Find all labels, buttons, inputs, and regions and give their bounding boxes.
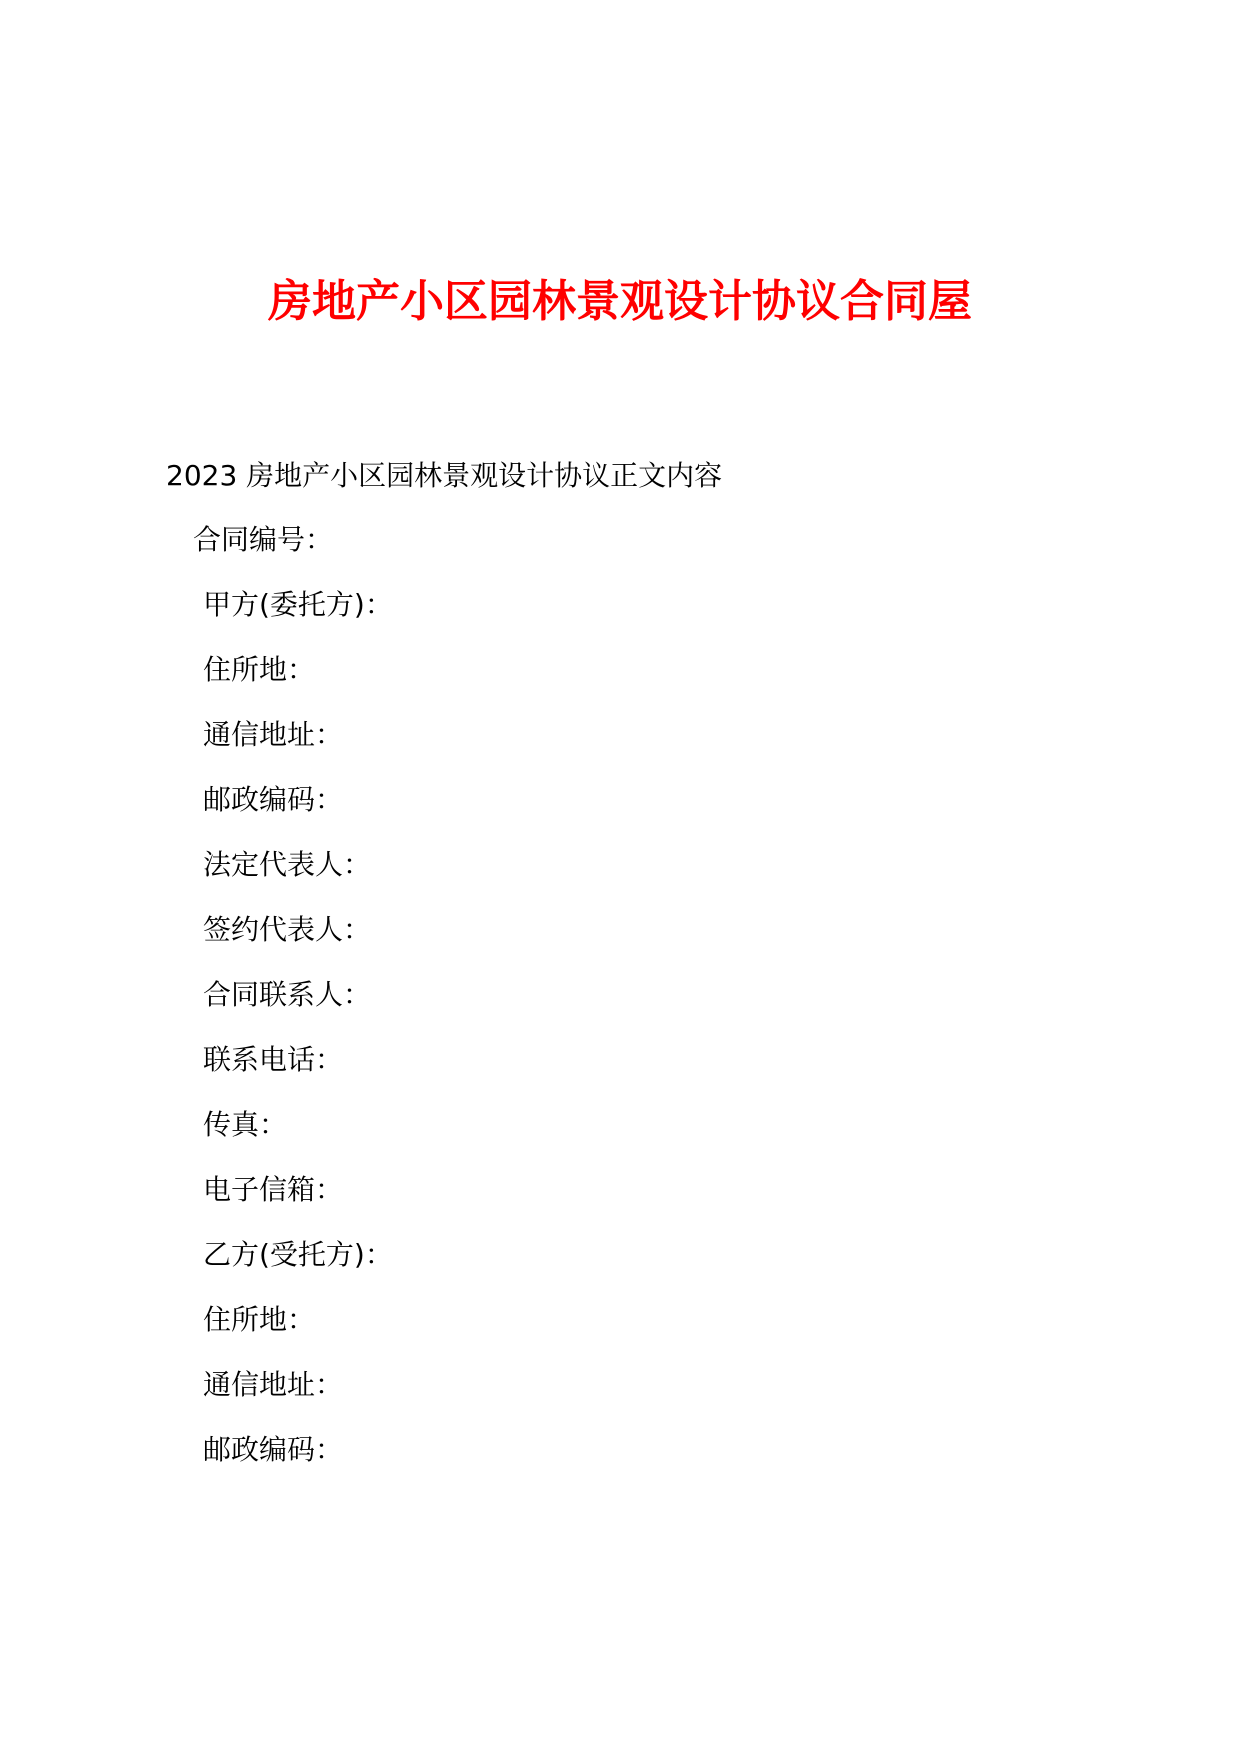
field-party-b-mailing-address: 通信地址： xyxy=(203,1368,344,1401)
document-title: 房地产小区园林景观设计协议合同屋 xyxy=(268,276,972,327)
field-fax: 传真： xyxy=(203,1108,288,1141)
field-legal-representative: 法定代表人： xyxy=(203,848,372,881)
field-signing-representative: 签约代表人： xyxy=(203,913,372,946)
field-party-a-mailing-address: 通信地址： xyxy=(203,718,344,751)
field-party-b: 乙方(受托方)： xyxy=(203,1238,393,1271)
field-party-a-postal-code: 邮政编码： xyxy=(203,783,344,816)
field-contact-phone: 联系电话： xyxy=(203,1043,344,1076)
field-email: 电子信箱： xyxy=(203,1173,344,1206)
document-subtitle: 2023 房地产小区园林景观设计协议正文内容 xyxy=(166,459,723,492)
field-contract-contact: 合同联系人： xyxy=(203,978,372,1011)
field-party-b-postal-code: 邮政编码： xyxy=(203,1433,344,1466)
field-party-a-domicile: 住所地： xyxy=(203,653,316,686)
field-party-b-domicile: 住所地： xyxy=(203,1303,316,1336)
field-contract-number: 合同编号： xyxy=(193,523,334,556)
field-party-a: 甲方(委托方)： xyxy=(203,588,393,621)
